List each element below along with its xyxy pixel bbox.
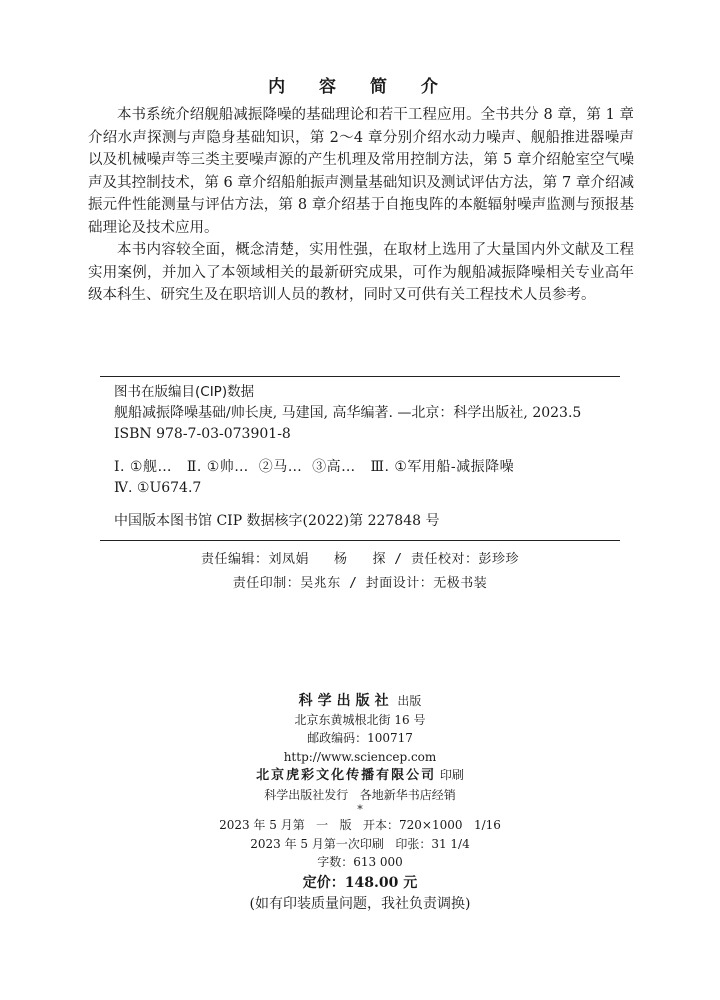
intro-paragraph-1: 本书系统介绍舰船减振降噪的基础理论和若干工程应用。全书共分 8 章，第 1 章介绍水声探测与声隐身基础知识，第 2～4 章分别介绍水动力噪声、舰船推进器噪声以及机械噪声等三类主要噪声源的产生机理及常用控制方法，第 5 章介绍舱室空气噪声及其控制技术，第 6 章介绍船舶振声测量基础知识及测试评估方法，第 7 章介绍减振元件性能测量与评估方法，第 8 章介绍基于自拖曳阵的本艇辐射噪声监测与预报基础理论及技术应用。 xyxy=(88,107,634,236)
cip-catalog-number: 中国版本图书馆 CIP 数据核字(2022)第 227848 号 xyxy=(114,513,440,529)
price: 定价：148.00 元 xyxy=(302,874,418,891)
website: http://www.sciencep.com xyxy=(283,749,437,764)
publisher-line xyxy=(0,692,720,711)
intro-paragraph-2: 本书内容较全面，概念清楚，实用性强，在取材上选用了大量国内外文献及工程实用案例，并加入了本领域相关的最新研究成果，可作为舰船减振降噪相关专业高年级本科生、研究生及在职培训人员的教材，同时又可供有关工程技术人员参考。 xyxy=(88,242,634,303)
cip-record: 舰船减振降噪基础/帅长庚, 马建国, 高华编著. —北京：科学出版社, 2023.5 xyxy=(114,405,582,421)
cip-bottom-divider xyxy=(100,540,620,541)
cip-heading: 图书在版编目(CIP)数据 xyxy=(114,384,255,400)
quality-notice: (如有印装质量问题，我社负责调换) xyxy=(249,895,471,912)
book-introduction xyxy=(88,104,634,307)
cip-classification-line-2: Ⅳ. ①U674.7 xyxy=(114,480,202,496)
editorial-credits xyxy=(0,548,720,596)
publisher-suffix: 出版 xyxy=(397,694,422,708)
publisher-name: 科学出版社 xyxy=(298,693,394,709)
cip-top-divider xyxy=(100,376,620,377)
printer-suffix: 印刷 xyxy=(439,768,464,782)
postcode: 邮政编码：100717 xyxy=(307,731,413,745)
cip-classification-line-1: Ⅰ. ①舰… Ⅱ. ①帅… ②马… ③高… Ⅲ. ①军用船-减振降噪 xyxy=(114,459,515,475)
editor-line-1: 责任编辑：刘凤娟 杨 探 / 责任校对：彭珍珍 xyxy=(201,552,519,567)
isbn: ISBN 978-7-03-073901-8 xyxy=(114,426,291,442)
publisher-address: 北京东黄城根北街 16 号 xyxy=(294,712,426,727)
cip-data-block xyxy=(114,382,634,532)
editor-line-2: 责任印制：吴兆东 / 封面设计：无极书装 xyxy=(232,576,488,591)
word-count: 字数：613 000 xyxy=(317,855,403,869)
imprint-block xyxy=(0,692,720,914)
printer-name: 北京虎彩文化传播有限公司 xyxy=(256,768,437,783)
separator-star: * xyxy=(357,803,363,816)
printer-line xyxy=(0,766,720,786)
edition-info: 2023 年 5 月第 一 版 开本：720×1000 1/16 xyxy=(219,818,501,832)
printing-info: 2023 年 5 月第一次印刷 印张：31 1/4 xyxy=(250,836,470,851)
distribution: 科学出版社发行 各地新华书店经销 xyxy=(264,787,456,802)
page-title: 内 容 简 介 xyxy=(268,77,452,97)
